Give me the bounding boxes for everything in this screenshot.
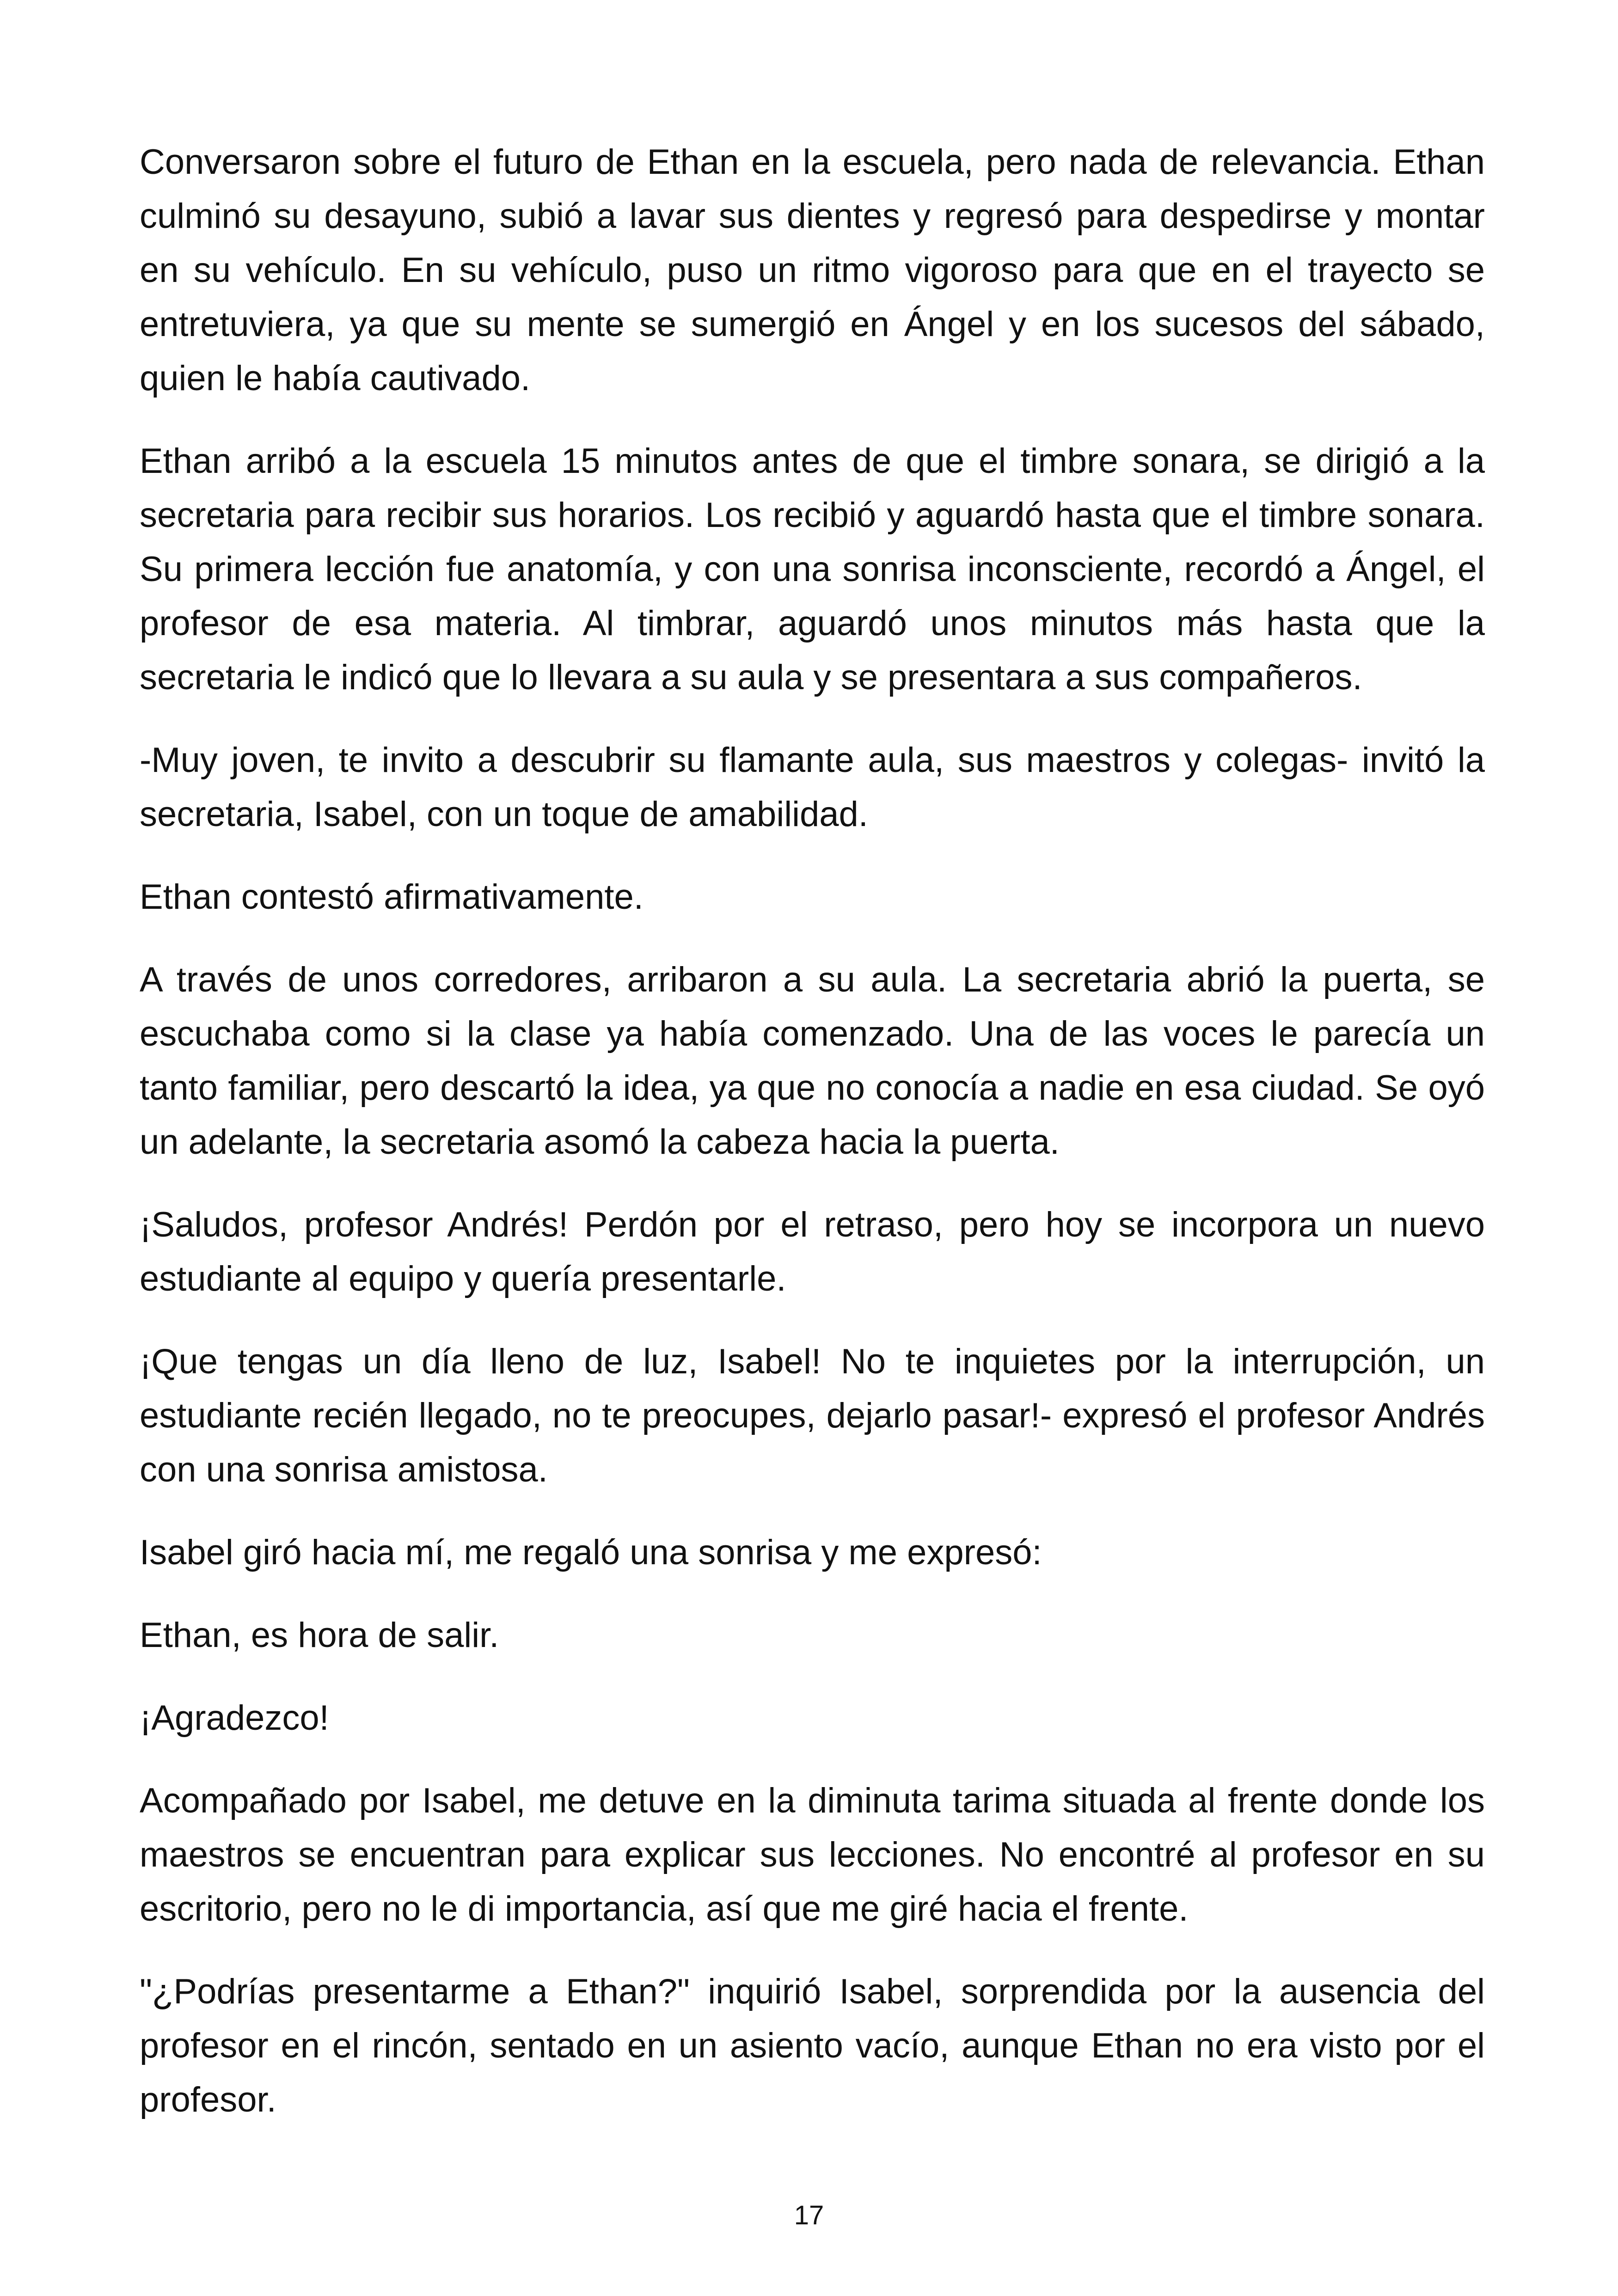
paragraph-2: Ethan arribó a la escuela 15 minutos antes de que el timbre sonara, se dirigió a la secretaria para recibir sus horarios. Los recibió y aguardó hasta que el timbre sonara. Su primera lección fue anatomía, y con una sonrisa inconsciente, recordó a Ángel, el profesor de esa materia. Al timbrar, aguardó unos minutos más hasta que la secretaria le indicó que lo llevara a su aula y se presentara a sus compañeros. bbox=[140, 441, 1485, 697]
paragraph-7: ¡Que tengas un día lleno de luz, Isabel! No te inquietes por la interrupción, un estudiante recién llegado, no te preocupes, dejarlo pasar!- expresó el profesor Andrés con una sonrisa amistosa. bbox=[140, 1342, 1485, 1489]
paragraph-10: ¡Agradezco! bbox=[140, 1698, 329, 1738]
paragraph-8: Isabel giró hacia mí, me regaló una sonrisa y me expresó: bbox=[140, 1533, 1042, 1572]
paragraph-9: Ethan, es hora de salir. bbox=[140, 1616, 499, 1655]
paragraph-12: "¿Podrías presentarme a Ethan?" inquirió Isabel, sorprendida por la ausencia del profesor en el rincón, sentado en un asiento vacío, aunque Ethan no era visto por el profesor. bbox=[140, 1972, 1485, 2119]
paragraph-1: Conversaron sobre el futuro de Ethan en la escuela, pero nada de relevancia. Ethan culminó su desayuno, subió a lavar sus dientes y regresó para despedirse y montar en su vehículo. En su vehículo, puso un ritmo vigoroso para que en el trayecto se entretuviera, ya que su mente se sumergió en Ángel y en los sucesos del sábado, quien le había cautivado. bbox=[140, 142, 1485, 398]
paragraph-5: A través de unos corredores, arribaron a su aula. La secretaria abrió la puerta, se escuchaba como si la clase ya había comenzado. Una de las voces le parecía un tanto familiar, pero descartó la idea, ya que no conocía a nadie en esa ciudad. Se oyó un adelante, la secretaria asomó la cabeza hacia la puerta. bbox=[140, 960, 1485, 1162]
page-number: 17 bbox=[794, 2200, 824, 2230]
paragraph-3: -Muy joven, te invito a descubrir su flamante aula, sus maestros y colegas- invitó la secretaria, Isabel, con un toque de amabilidad. bbox=[140, 741, 1485, 834]
paragraph-4: Ethan contestó afirmativamente. bbox=[140, 877, 644, 917]
paragraph-11: Acompañado por Isabel, me detuve en la diminuta tarima situada al frente donde los maestros se encuentran para explicar sus lecciones. No encontré al profesor en su escritorio, pero no le di importancia, así que me giré hacia el frente. bbox=[140, 1781, 1485, 1929]
paragraph-6: ¡Saludos, profesor Andrés! Perdón por el retraso, pero hoy se incorpora un nuevo estudiante al equipo y quería presentarle. bbox=[140, 1205, 1485, 1298]
body-text bbox=[140, 135, 1485, 2155]
